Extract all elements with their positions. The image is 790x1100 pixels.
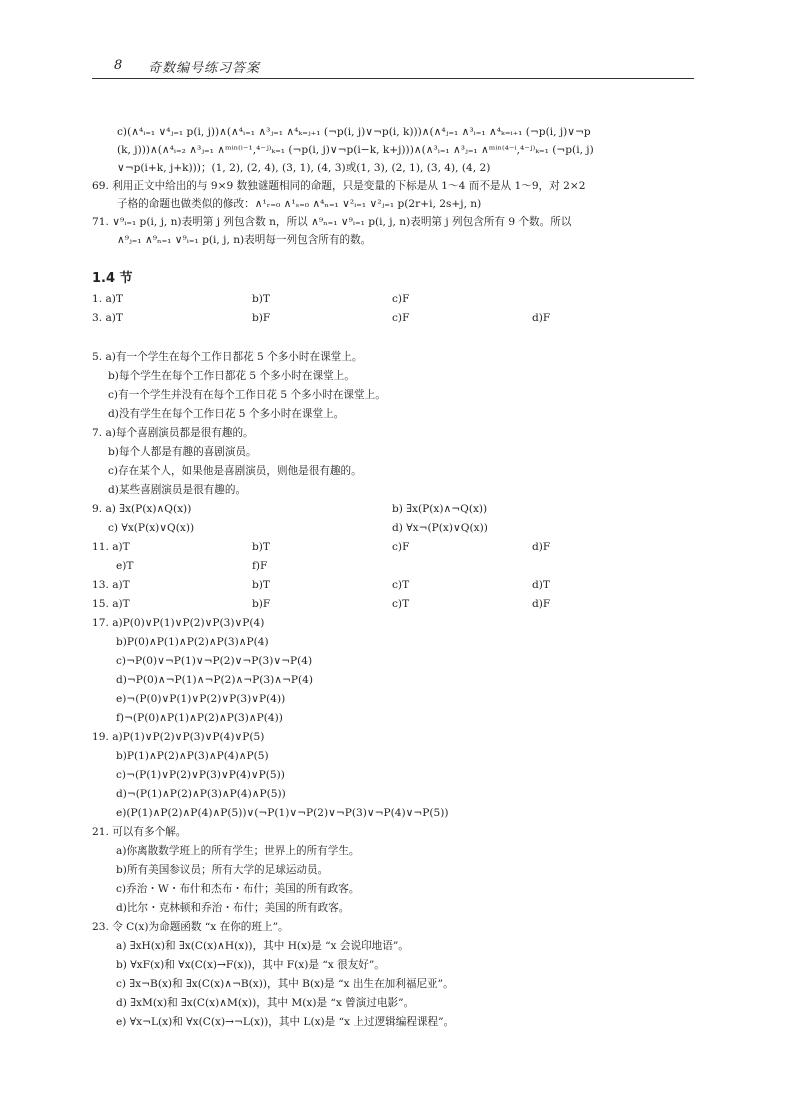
text-line: d)没有学生在每个工作日花 5 个多小时在课堂上。 xyxy=(108,408,345,420)
page-header xyxy=(92,52,694,79)
answer-item: c)T xyxy=(392,598,410,610)
answer-item: d)F xyxy=(532,312,551,324)
text-line: (k, j)))∧(∧⁴ᵢ₌₂ ∧³ⱼ₌₁ ∧ᵐⁱⁿ⁽ⁱ⁻¹,⁴⁻ʲ⁾ₖ₌₁ (¬p(i, j)∨¬p(i−k, k+j)))∧(∧³ᵢ₌₁ ∧³ⱼ₌₁ ∧ᵐⁱⁿ⁽⁴⁻ⁱ,⁴⁻ʲ⁾ₖ₌₁ (¬p(i, j) xyxy=(117,144,594,156)
answer-item: 3. a)T xyxy=(92,312,123,324)
answer-item: d)T xyxy=(532,579,550,591)
answer-item: 1. a)T xyxy=(92,293,123,305)
answer-item: b)F xyxy=(252,312,271,324)
text-line: 子格的命题也做类似的修改：∧¹ᵣ₌₀ ∧¹ₛ₌₀ ∧⁴ₙ₌₁ ∨²ᵢ₌₁ ∨²ⱼ₌₁ p(2r+i, 2s+j, n) xyxy=(117,198,482,210)
text-line: 19. a)P(1)∨P(2)∨P(3)∨P(4)∨P(5) xyxy=(92,731,265,743)
answer-item: 15. a)T xyxy=(92,598,130,610)
text-line: 71. ∨⁹ᵢ₌₁ p(i, j, n)表明第 j 列包含数 n，所以 ∧⁹ₙ₌₁ ∨⁹ᵢ₌₁ p(i, j, n)表明第 j 列包含所有 9 个数。所以 xyxy=(92,216,572,228)
answer-item: b)T xyxy=(252,541,270,553)
text-line: b)每个学生在每个工作日都花 5 个多小时在课堂上。 xyxy=(108,370,355,382)
text-line: c)存在某个人，如果他是喜剧演员，则他是很有趣的。 xyxy=(108,465,362,477)
text-line: b)所有美国参议员；所有大学的足球运动员。 xyxy=(116,864,329,876)
answer-item: c)T xyxy=(392,579,410,591)
text-line: c) ∃x¬B(x)和 ∃x(C(x)∧¬B(x))，其中 B(x)是 “x 出生在加利福尼亚”。 xyxy=(116,978,454,990)
text-line: b)每个人都是有趣的喜剧演员。 xyxy=(108,446,257,458)
text-line: d)比尔・克林顿和乔治・布什；美国的所有政客。 xyxy=(116,902,350,914)
text-line: e) ∀x¬L(x)和 ∀x(C(x)→¬L(x))，其中 L(x)是 “x 上过逻辑编程课程”。 xyxy=(116,1016,455,1028)
text-line: 7. a)每个喜剧演员都是很有趣的。 xyxy=(92,427,254,439)
answer-item: 9. a) ∃x(P(x)∧Q(x)) xyxy=(92,503,192,515)
answer-item: b)T xyxy=(252,579,270,591)
answer-item: c)F xyxy=(392,541,410,553)
text-line: d)某些喜剧演员是很有趣的。 xyxy=(108,484,247,496)
text-line: 17. a)P(0)∨P(1)∨P(2)∨P(3)∨P(4) xyxy=(92,617,265,629)
text-line: 5. a)有一个学生在每个工作日都花 5 个多小时在课堂上。 xyxy=(92,351,363,363)
answer-item: b) ∃x(P(x)∧¬Q(x)) xyxy=(392,503,488,515)
text-line: ∧⁹ⱼ₌₁ ∧⁹ₙ₌₁ ∨⁹ᵢ₌₁ p(i, j, n)表明每一列包含所有的数。 xyxy=(117,234,372,246)
answer-item: c) ∀x(P(x)∨Q(x)) xyxy=(108,522,195,534)
answer-item: b)T xyxy=(252,293,270,305)
answer-item: f)F xyxy=(252,560,268,572)
text-line: 21. 可以有多个解。 xyxy=(92,826,187,838)
text-line: a)你离散数学班上的所有学生；世界上的所有学生。 xyxy=(116,845,360,857)
answer-item: e)T xyxy=(116,560,134,572)
running-title: 奇数编号练习答案 xyxy=(148,61,261,76)
text-line: d)¬(P(1)∧P(2)∧P(3)∧P(4)∧P(5)) xyxy=(116,788,286,800)
section-title: 1.4 节 xyxy=(92,271,133,286)
text-line: b)P(1)∧P(2)∧P(3)∧P(4)∧P(5) xyxy=(116,750,269,762)
text-line: 23. 令 C(x)为命题函数 “x 在你的班上”。 xyxy=(92,921,289,933)
answer-item: 13. a)T xyxy=(92,579,130,591)
text-line: c)¬P(0)∨¬P(1)∨¬P(2)∨¬P(3)∨¬P(4) xyxy=(116,655,313,667)
text-line: ∨¬p(i+k, j+k)))；(1, 2), (2, 4), (3, 1), (4, 3)或(1, 3), (2, 1), (3, 4), (4, 2) xyxy=(117,162,491,174)
text-line: d)¬P(0)∧¬P(1)∧¬P(2)∧¬P(3)∧¬P(4) xyxy=(116,674,313,686)
text-line: c)乔治・W・布什和杰布・布什；美国的所有政客。 xyxy=(116,883,360,895)
answer-item: c)F xyxy=(392,293,410,305)
answer-item: d)F xyxy=(532,598,551,610)
text-line: c)有一个学生并没有在每个工作日花 5 个多小时在课堂上。 xyxy=(108,389,386,401)
text-line: b)P(0)∧P(1)∧P(2)∧P(3)∧P(4) xyxy=(116,636,269,648)
answer-item: 11. a)T xyxy=(92,541,130,553)
text-line: 69. 利用正文中给出的与 9×9 数独谜题相同的命题，只是变量的下标是从 1～4 而不是从 1～9，对 2×2 xyxy=(92,180,586,192)
text-line: c)(∧⁴ᵢ₌₁ ∨⁴ⱼ₌₁ p(i, j))∧(∧⁴ᵢ₌₁ ∧³ⱼ₌₁ ∧⁴ₖ₌ⱼ₊₁ (¬p(i, j)∨¬p(i, k)))∧(∧⁴ⱼ₌₁ ∧³ᵢ₌₁ ∧⁴ₖ₌ᵢ₊₁ (¬p(i, j)∨¬p xyxy=(117,126,591,138)
text-line: e)(P(1)∧P(2)∧P(4)∧P(5))∨(¬P(1)∨¬P(2)∨¬P(3)∨¬P(4)∨¬P(5)) xyxy=(116,807,449,819)
answer-item: d)F xyxy=(532,541,551,553)
answer-item: b)F xyxy=(252,598,271,610)
text-line: c)¬(P(1)∨P(2)∨P(3)∨P(4)∨P(5)) xyxy=(116,769,285,781)
answer-item: c)F xyxy=(392,312,410,324)
text-line: d) ∃xM(x)和 ∃x(C(x)∧M(x))，其中 M(x)是 “x 曾演过电影”。 xyxy=(116,997,415,1009)
text-line: a) ∃xH(x)和 ∃x(C(x)∧H(x))，其中 H(x)是 “x 会说印地语”。 xyxy=(116,940,409,952)
answer-item: d) ∀x¬(P(x)∨Q(x)) xyxy=(392,522,488,534)
text-line: e)¬(P(0)∨P(1)∨P(2)∨P(3)∨P(4)) xyxy=(116,693,286,705)
text-line: f)¬(P(0)∧P(1)∧P(2)∧P(3)∧P(4)) xyxy=(116,712,283,724)
page-number: 8 xyxy=(114,58,123,73)
text-line: b) ∀xF(x)和 ∀x(C(x)→F(x))，其中 F(x)是 “x 很友好”。 xyxy=(116,959,385,971)
